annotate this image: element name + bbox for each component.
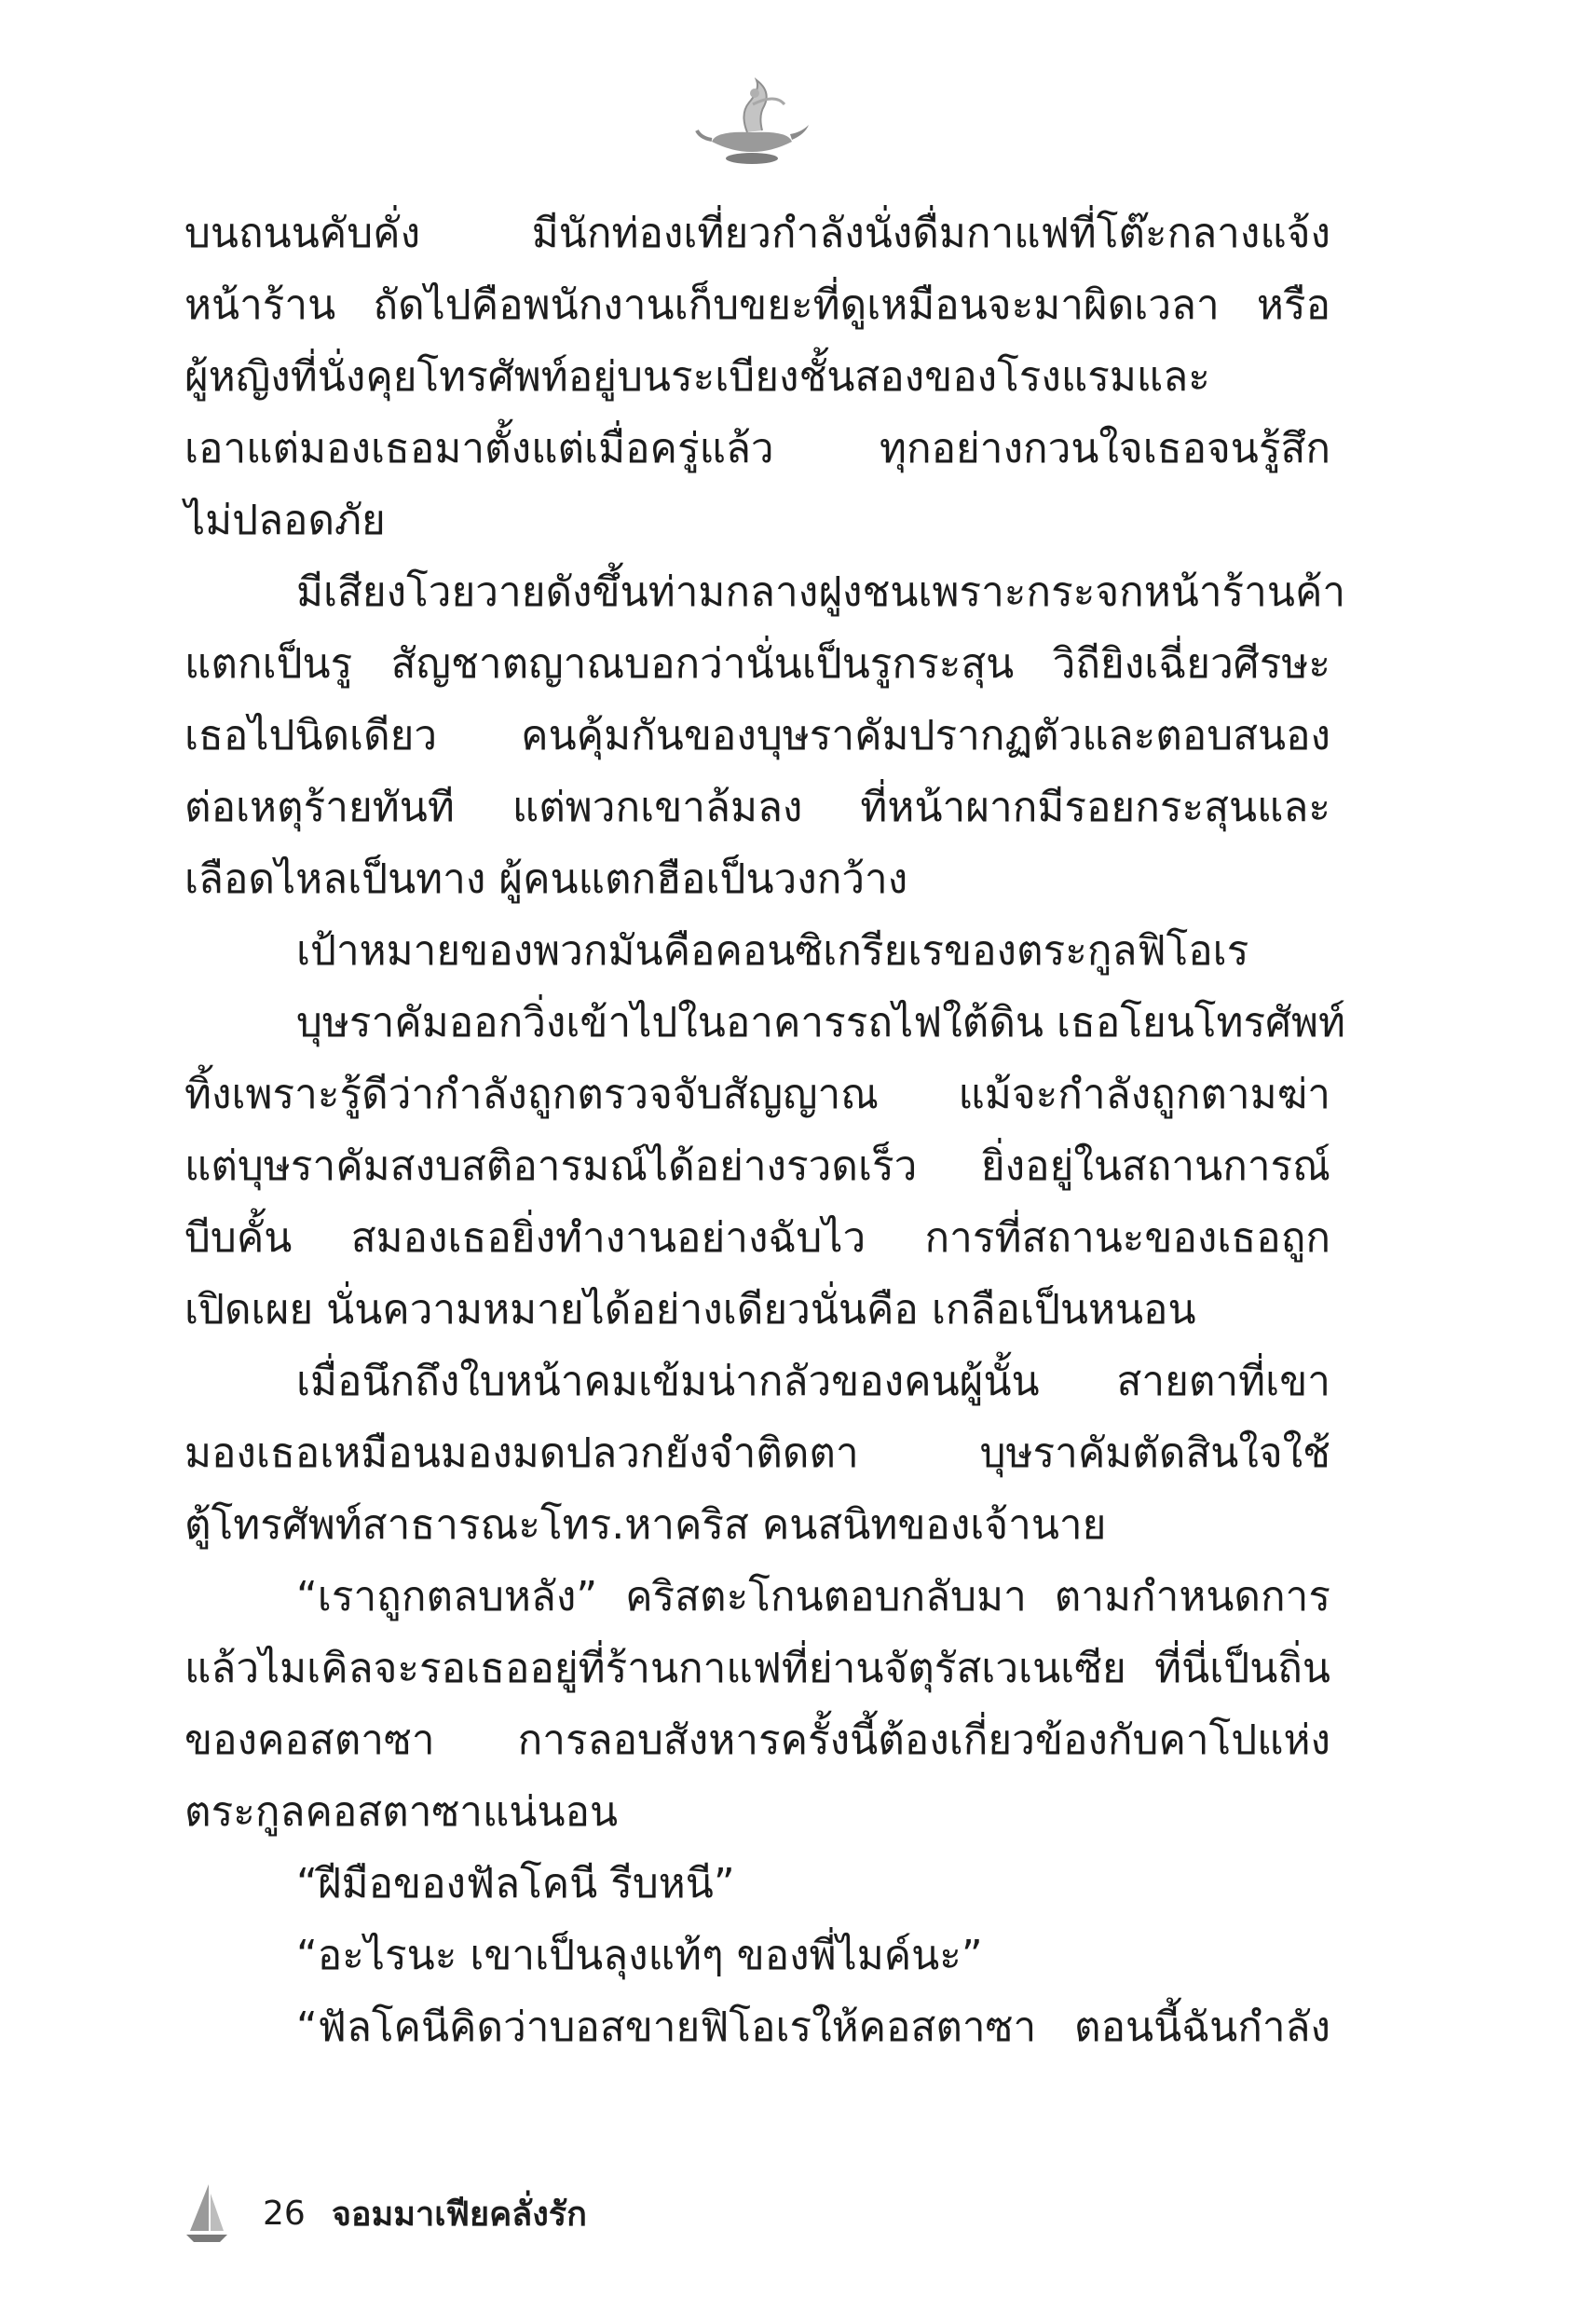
book-title: จอมมาเฟียคลั่งรัก xyxy=(331,2195,587,2234)
text-line: มีเสียงโวยวายดังขึ้นท่ามกลางฝูงชนเพราะกระจกหน้าร้านค้า xyxy=(296,568,1346,616)
text-line: “เราถูกตลบหลัง” คริสตะโกนตอบกลับมา ตามกำหนดการ xyxy=(296,1573,1330,1620)
magic-lamp-icon xyxy=(691,76,812,170)
text-line: บีบคั้น สมองเธอยิ่งทำงานอย่างฉับไว การที่สถานะของเธอถูก xyxy=(184,1214,1330,1262)
text-line: ตระกูลคอสตาซาแน่นอน xyxy=(184,1788,619,1836)
text-line: เอาแต่มองเธอมาตั้งแต่เมื่อครู่แล้ว ทุกอย่างกวนใจเธอจนรู้สึก xyxy=(184,425,1330,472)
text-line: หน้าร้าน ถัดไปคือพนักงานเก็บขยะที่ดูเหมือนจะมาผิดเวลา หรือ xyxy=(184,281,1330,329)
page-footer xyxy=(184,2181,587,2246)
page-number: 26 xyxy=(263,2194,306,2233)
text-line: ตู้โทรศัพท์สาธารณะโทร.หาคริส คนสนิทของเจ้านาย xyxy=(184,1501,1107,1549)
text-line: บุษราคัมออกวิ่งเข้าไปในอาคารรถไฟใต้ดิน เธอโยนโทรศัพท์ xyxy=(296,999,1346,1046)
text-line: บนถนนคับคั่ง มีนักท่องเที่ยวกำลังนั่งดื่มกาแฟที่โต๊ะกลางแจ้ง xyxy=(184,210,1330,257)
text-line: ของคอสตาซา การลอบสังหารครั้งนี้ต้องเกี่ยวข้องกับคาโปแห่ง xyxy=(184,1716,1330,1764)
body-text xyxy=(184,198,1346,2063)
text-line: เลือดไหลเป็นทาง ผู้คนแตกฮือเป็นวงกว้าง xyxy=(184,855,908,903)
text-line: เธอไปนิดเดียว คนคุ้มกันของบุษราคัมปรากฏตัวและตอบสนอง xyxy=(184,712,1330,759)
text-line: แล้วไมเคิลจะรอเธออยู่ที่ร้านกาแฟที่ย่านจัตุรัสเวเนเซีย ที่นี่เป็นถิ่น xyxy=(184,1645,1330,1692)
text-line: “ฟัลโคนีคิดว่าบอสขายฟิโอเรให้คอสตาซา ตอนนี้ฉันกำลัง xyxy=(296,2003,1330,2051)
sailboat-icon xyxy=(184,2181,229,2246)
text-line: ต่อเหตุร้ายทันที แต่พวกเขาล้มลง ที่หน้าผากมีรอยกระสุนและ xyxy=(184,784,1330,831)
text-line: เป้าหมายของพวกมันคือคอนซิเกรียเรของตระกูลฟิโอเร xyxy=(296,927,1249,975)
text-line: มองเธอเหมือนมองมดปลวกยังจำติดตา บุษราคัมตัดสินใจใช้ xyxy=(184,1429,1330,1477)
text-line: เปิดเผย นั่นความหมายได้อย่างเดียวนั่นคือ เกลือเป็นหนอน xyxy=(184,1286,1196,1333)
text-line: “ฝีมือของฟัลโคนี รีบหนี” xyxy=(296,1860,735,1908)
text-line: แตกเป็นรู สัญชาตญาณบอกว่านั่นเป็นรูกระสุน วิถียิงเฉี่ยวศีรษะ xyxy=(184,640,1330,688)
text-line: เมื่อนึกถึงใบหน้าคมเข้มน่ากลัวของคนผู้นั้น สายตาที่เขา xyxy=(296,1358,1330,1405)
text-line: “อะไรนะ เขาเป็นลุงแท้ๆ ของพี่ไมค์นะ” xyxy=(296,1932,983,1979)
text-line: ไม่ปลอดภัย xyxy=(184,497,386,544)
text-line: แต่บุษราคัมสงบสติอารมณ์ได้อย่างรวดเร็ว ยิ่งอยู่ในสถานการณ์ xyxy=(184,1142,1330,1190)
text-line: ทิ้งเพราะรู้ดีว่ากำลังถูกตรวจจับสัญญาณ แม้จะกำลังถูกตามฆ่า xyxy=(184,1071,1330,1118)
text-line: ผู้หญิงที่นั่งคุยโทรศัพท์อยู่บนระเบียงชั้นสองของโรงแรมและ xyxy=(184,353,1210,401)
